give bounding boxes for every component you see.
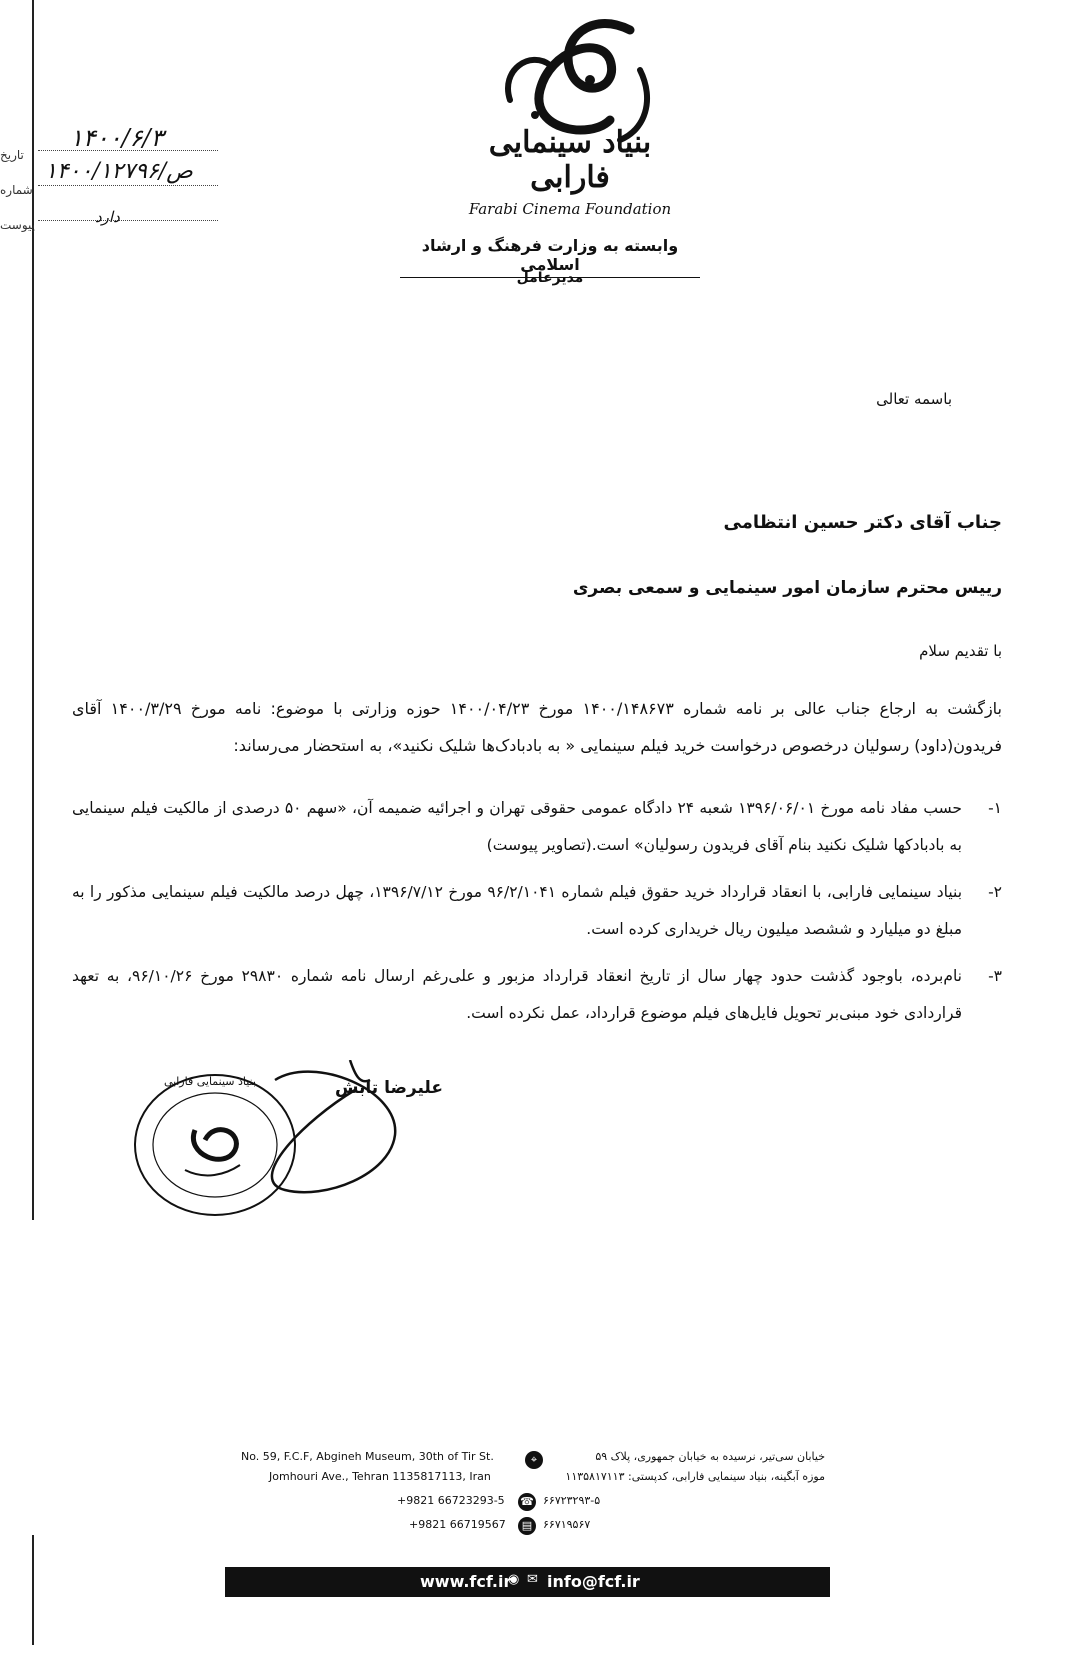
- item-text: نام‌برده، باوجود گذشت حدود چهار سال از تاریخ انعقاد قرارداد مزبور و علی‌رغم ارسال نامه شماره ۲۹۸۳۰ مورخ ۹۶/۱۰/۲۶، به تعهد قراردادی خود مبنی‌بر تحویل فایل‌های فیلم موضوع قرارداد، عمل نکرده است.: [72, 967, 962, 1022]
- official-stamp: [125, 1060, 345, 1230]
- number-value: ۱۴۰۰/ص/۱۲۷۹۶: [45, 159, 193, 184]
- address-fa-line2: موزه آبگینه، بنیاد سینمایی فارابی، کدپستی: ۱۱۳۵۸۱۷۱۱۳: [565, 1470, 825, 1483]
- date-field: [0, 124, 230, 162]
- list-item: [72, 874, 1002, 954]
- number-field: [0, 159, 230, 197]
- address-fa-line1: خیابان سی‌تیر، نرسیده به خیابان جمهوری، پلاک ۵۹: [595, 1450, 825, 1463]
- recipient-title: رییس محترم سازمان امور سینمایی و سمعی بصری: [572, 578, 1002, 598]
- logo-english-script: Farabi Cinema Foundation: [468, 200, 672, 218]
- address-en-line2: Jomhouri Ave., Tehran 1135817113, Iran: [269, 1470, 491, 1483]
- date-label: تاریخ: [0, 148, 24, 162]
- signer-name: علیرضا تابش: [335, 1078, 443, 1098]
- attachment-label: پیوست: [0, 218, 35, 232]
- website[interactable]: www.fcf.ir: [420, 1572, 512, 1591]
- phone-icon: ☎: [518, 1493, 536, 1511]
- stamp-text: بنیاد سینمایی فارابی: [164, 1075, 256, 1088]
- attachment-field: [0, 200, 230, 230]
- list-item: [72, 790, 1002, 870]
- globe-icon: ◉: [508, 1572, 520, 1587]
- list-item: [72, 958, 1002, 1038]
- office-title: مدیرعامل: [516, 270, 584, 286]
- location-icon: ⌖: [525, 1451, 543, 1469]
- footer-web-bar: [225, 1567, 830, 1597]
- item-text: حسب مفاد نامه مورخ ۱۳۹۶/۰۶/۰۱ شعبه ۲۴ دادگاه عمومی حقوقی تهران و اجرائیه ضمیمه آن، «سهم ۵۰ درصدی از مالکیت فیلم سینمایی به بادبادکها شلیک نکنید بنام آقای فریدون رسولیان» است.(تصاویر پیوست): [72, 799, 962, 854]
- phone-en: +9821 66723293-5: [397, 1494, 505, 1507]
- item-text: بنیاد سینمایی فارابی، با انعقاد قرارداد خرید حقوق فیلم شماره ۹۶/۲/۱۰۴۱ مورخ ۱۳۹۶/۷/۱۲، چهل درصد مالکیت فیلم سینمایی مذکور را به مبلغ دو میلیارد و ششصد میلیون ریال خریداری کرده است.: [72, 883, 963, 938]
- item-number: ۲-: [988, 883, 1002, 901]
- fax-icon: ▤: [518, 1517, 536, 1535]
- fax-fa: ۶۶۷۱۹۵۶۷: [543, 1518, 591, 1531]
- intro-paragraph: بازگشت به ارجاع جناب عالی بر نامه شماره ۱۴۰۰/۱۴۸۶۷۳ مورخ ۱۴۰۰/۰۴/۲۳ حوزه وزارتی با موضوع: نامه مورخ ۱۴۰۰/۳/۲۹ آقای فریدون(داود) رسولیان درخصوص درخواست خرید فیلم سینمایی « به بادبادک‌ها شلیک نکنید»، به استحضار می‌رساند:: [72, 699, 1002, 755]
- ministry-affiliation: وابسته به وزارت فرهنگ و ارشاد اسلامی: [400, 236, 700, 278]
- email-icon: ✉: [527, 1572, 538, 1587]
- logo-wordmark: بنیاد سینمایی فارابی: [488, 125, 652, 195]
- invocation: باسمه تعالی: [876, 390, 952, 408]
- recipient-name: جناب آقای دکتر حسین انتظامی: [723, 512, 1002, 533]
- address-en-line1: No. 59, F.C.F, Abgineh Museum, 30th of Tir St.: [241, 1450, 494, 1463]
- margin-line-bottom: [32, 1535, 34, 1645]
- phone-fa: ۶۶۷۲۳۲۹۳-۵: [543, 1494, 601, 1507]
- fax-en: +9821 66719567: [409, 1518, 506, 1531]
- date-value: ۱۴۰۰/۶/۳: [70, 124, 164, 152]
- email[interactable]: info@fcf.ir: [547, 1572, 640, 1591]
- item-number: ۳-: [988, 967, 1002, 985]
- greeting: با تقدیم سلام: [919, 642, 1002, 660]
- footer-contact: [225, 1448, 835, 1568]
- item-number: ۱-: [988, 799, 1002, 817]
- number-label: شماره: [0, 183, 33, 197]
- attachment-value: دارد: [95, 208, 120, 226]
